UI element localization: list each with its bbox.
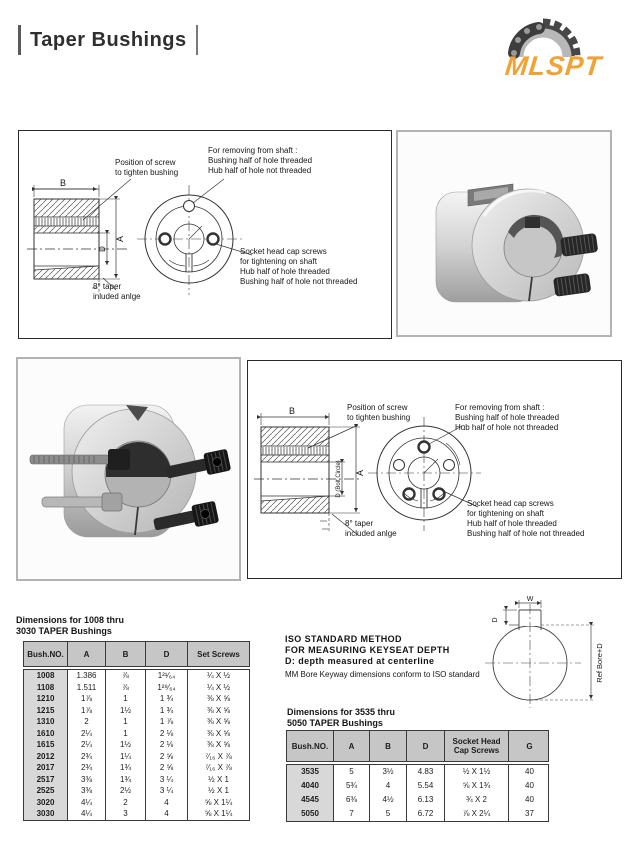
dim-label-d: D [98,246,107,252]
cap-screws-value: ½ X 1½ [445,765,509,779]
bushing-number: 1310 [24,716,68,728]
bushing-number: 1210 [24,693,68,705]
title-rule-right [196,25,198,55]
set-screws-value: ⁷⁄₁₆ X ⅞ [205,763,232,772]
dim-g-value: 40 [525,781,534,790]
dim-b-value: ⅞ [106,670,146,682]
page-header [18,24,198,56]
column-header: D [146,642,188,666]
dim-b-value: 5 [370,807,407,821]
set-screws-value: ⅜ X ⅝ [206,705,231,715]
note-position-screw-2: Position of screw to tighten bushing [347,403,411,422]
set-screws-value: ¼ X ½ [206,682,231,692]
dim-d-value: 1 ⅞ [146,716,188,728]
dim-d-value: 4.83 [407,765,445,779]
dim-b-value: 1½ [106,705,146,717]
set-screws-value: ⅜ X ⅝ [206,717,231,726]
dim-d-value: 1 ¾ [146,705,188,717]
table1-title: Dimensions for 1008 thru 3030 TAPER Bushings [16,615,125,636]
keyseat-d-label: D [492,617,499,623]
note-removing: For removing from shaft : Bushing half of hole threaded Hub half of hole not threaded [208,146,313,175]
note-socket-screws-2: Socket head cap screws for tightening on shaft Hub half of hole threaded Bushing half of hole not threaded [467,499,585,538]
bushing-number: 1108 [24,682,68,694]
dim-b-value: 3 [106,808,146,820]
table-1008-3030 [23,641,250,821]
dim-d-value: 6.13 [407,793,445,807]
dim-g-value: 40 [525,767,534,776]
dim-a-value: 4¼ [68,797,106,809]
set-screws-value: ⅜ X ⅝ [206,740,231,749]
column-header: Set Screws [197,649,240,659]
dim-a-value: 1⅞ [68,693,106,705]
dim-a-value: 3⅜ [68,774,106,786]
column-header: Socket Head Cap Screws [445,731,509,761]
dim-a-value: 7 [334,807,370,821]
bushing-number: 5050 [287,807,334,821]
dim-label-b2: B [288,406,296,416]
note-removing-2: For removing from shaft : Bushing half of hole threaded Hub half of hole not threaded [455,403,560,432]
dim-a-value: 2¾ [68,751,106,763]
bushing-photo-top-image [398,132,610,335]
dim-a-value: 5¾ [334,779,370,793]
dim-a-value: 3⅜ [68,785,106,797]
dim-b-value: 1¾ [106,774,146,786]
column-header: A [68,642,106,666]
page-title: Taper Bushings [30,28,187,51]
dim-b-value: 2½ [106,785,146,797]
bushing-number: 2012 [24,751,68,763]
dim-b-value: 4 [370,779,407,793]
set-screws-value: ⅝ X 1¼ [204,809,233,818]
column-header: B [106,642,146,666]
column-header: Bush.NO. [287,731,334,761]
column-header: G [526,741,533,751]
table2-body [286,764,549,822]
dim-d-value: 5.54 [407,779,445,793]
column-header: A [334,731,370,761]
bushing-number: 3030 [24,808,68,820]
iso-note: ISO STANDARD METHOD FOR MEASURING KEYSEAT DEPTH D: depth measured at centerline MM Bore Keyway dimensions conform to ISO standard [285,634,480,679]
dim-d-value: 4 [146,797,188,809]
table-3535-5050 [286,730,549,822]
keyseat-drawing [483,596,623,720]
keyseat-diagram [483,596,623,720]
dim-g-value: 40 [525,795,534,804]
dim-d-value: 1²⁹⁄₆₄ [146,682,188,694]
brand-name: MLSPT [503,51,604,81]
title-rule-left [18,25,21,55]
diagram-box-bottom [247,360,622,579]
column-header: D [407,731,445,761]
dim-d-value: 4 [146,808,188,820]
dim-a-value: 2¼ [68,739,106,751]
dim-a-value: 5 [334,765,370,779]
set-screws-value: ⅜ X ⅝ [206,694,231,703]
dim-b-value: 3½ [370,765,407,779]
bushing-photo-bottom-image [18,359,239,579]
dim-d-value: 2 ⅛ [146,728,188,740]
dim-d-value: 3 ¼ [146,785,188,797]
set-screws-value: ½ X 1 [208,786,229,795]
bushing-drawing-bottom [248,361,618,575]
bushing-number: 3535 [287,765,334,779]
cap-screws-value: ¾ X 2 [445,793,509,807]
dim-d-value: 2 ⅝ [146,751,188,763]
note-taper-angle: 8° taper inluded anlge [93,282,141,301]
table2-title: Dimensions for 3535 thru 5050 TAPER Bushings [287,707,396,728]
set-screws-value: ¼ X ½ [206,671,231,680]
dim-a-value: 1.511 [68,682,106,694]
dim-a-value: 2¼ [68,728,106,740]
table1-header-row [23,641,250,667]
dim-label-a: A [115,235,125,243]
dim-label-d2: D (Bolt Circle) [336,460,342,498]
bushing-photo-bottom [16,357,241,581]
keyseat-w-label: W [526,596,534,603]
set-screws-value: ⁷⁄₁₆ X ⅞ [205,751,232,761]
brand-logo [487,13,620,85]
cap-screws-value: ⅞ X 2¼ [445,807,509,821]
dim-d-value: 1²¹⁄₆₄ [146,670,188,682]
set-screws-value: ½ X 1 [208,774,229,784]
dim-b-value: 1 [106,716,146,728]
note-taper-angle-2: 8° taper included anlge [345,519,397,538]
dim-a-value: 2 [68,716,106,728]
bushing-number: 3020 [24,797,68,809]
set-screws-value: ⅜ X ⅝ [206,728,231,738]
dim-a-value: 1⅞ [68,705,106,717]
dim-b-value: 1¾ [106,762,146,774]
dim-b-value: 1½ [106,739,146,751]
bushing-number: 4545 [287,793,334,807]
dim-a-value: 1.386 [68,670,106,682]
dim-b-value: ⅞ [106,682,146,694]
table1-body [23,669,250,821]
dim-b-value: 2 [106,797,146,809]
dim-g-value: 37 [525,809,534,818]
dim-b-value: 1 [106,693,146,705]
diagram-box-top [18,130,392,339]
dim-b-value: 4½ [370,793,407,807]
bushing-photo-top [396,130,612,337]
dim-d-value: 2 ⅛ [146,739,188,751]
note-position-screw: Position of screw to tighten bushing [115,158,179,177]
dim-a-value: 6⅜ [334,793,370,807]
dim-b-value: 1¼ [106,751,146,763]
dim-b-value: 1 [106,728,146,740]
dim-a-value: 2¾ [68,762,106,774]
column-header: Bush.NO. [24,642,68,666]
bushing-drawing-top [19,131,388,335]
bushing-number: 4040 [287,779,334,793]
dim-label-a2: A [355,469,365,477]
bushing-number: 2517 [24,774,68,786]
bushing-number: 1008 [24,670,68,682]
bushing-number: 2525 [24,785,68,797]
dim-d-value: 2 ⅝ [146,762,188,774]
bushing-number: 1615 [24,739,68,751]
table2-header-row [286,730,549,762]
dim-d-value: 3 ¼ [146,774,188,786]
dim-label-b: B [59,178,67,188]
dim-d-value: 1 ¾ [146,693,188,705]
dim-a-value: 4¼ [68,808,106,820]
dim-d-value: 6.72 [407,807,445,821]
note-socket-screws: Socket head cap screws for tightening on shaft Hub half of hole threaded Bushing half of hole not threaded [240,247,358,286]
bushing-number: 1610 [24,728,68,740]
cap-screws-value: ⅝ X 1¾ [445,779,509,793]
bushing-number: 2017 [24,762,68,774]
set-screws-value: ⅝ X 1¼ [204,797,233,807]
bushing-number: 1215 [24,705,68,717]
column-header: B [370,731,407,761]
keyseat-ref-label: Ref Bore+D [595,643,604,683]
